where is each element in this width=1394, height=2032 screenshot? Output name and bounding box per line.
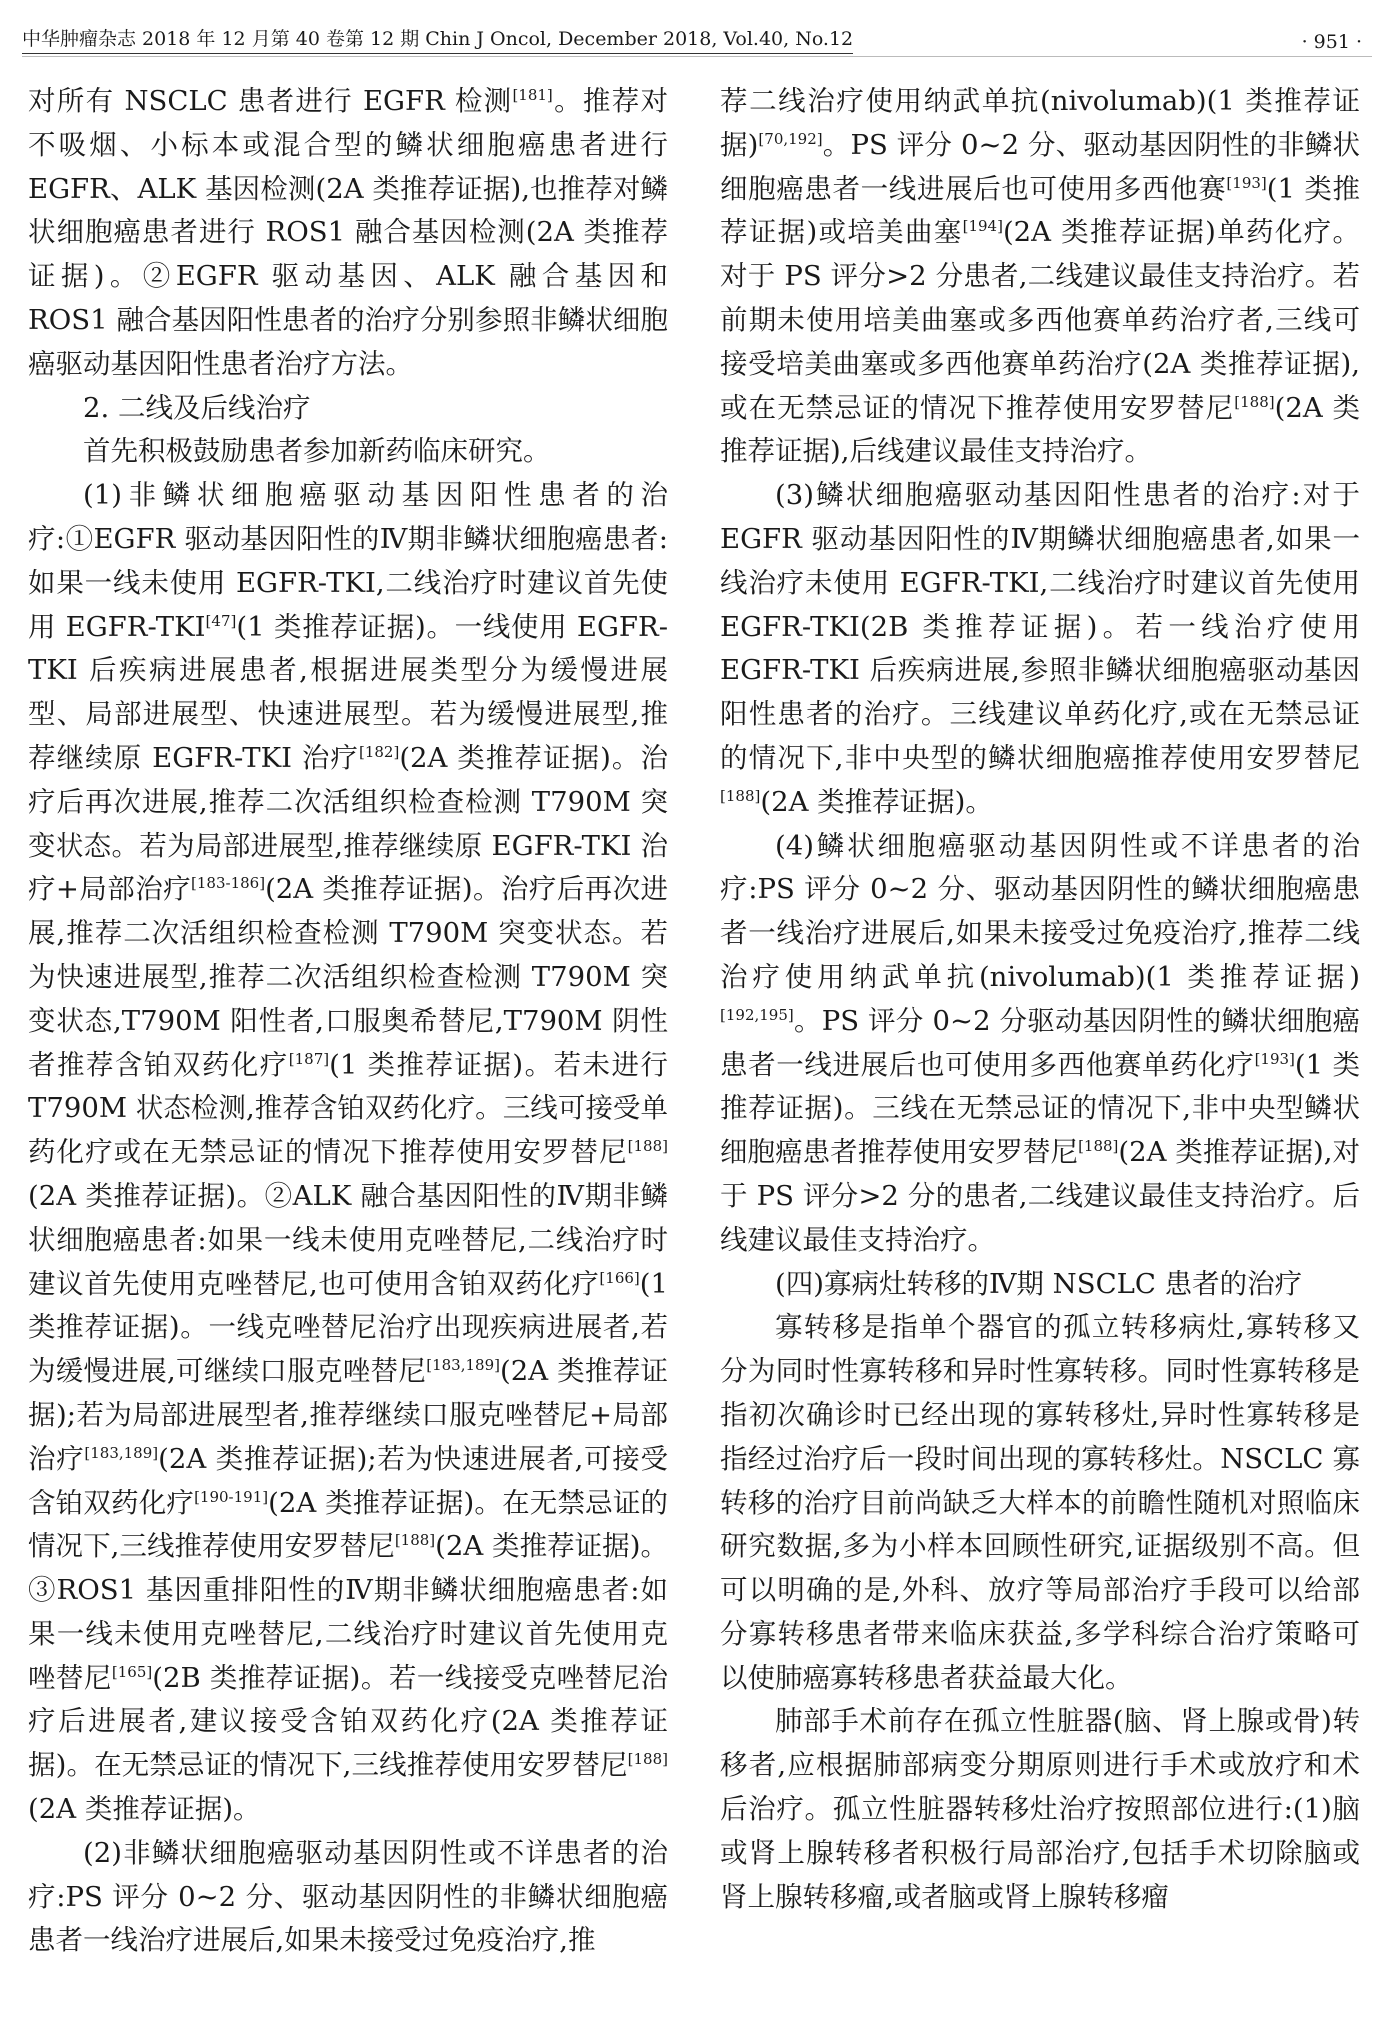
paragraph-text: (2A 类推荐证据)。③ROS1 基因重排阳性的Ⅳ期非鳞状细胞癌患者:如果一线未使用克唑替尼,二线治疗时建议首先使用克唑替尼 xyxy=(28,1530,668,1694)
citation-reference: [70,192] xyxy=(758,129,823,148)
paragraph-text: (4)鳞状细胞癌驱动基因阴性或不详患者的治疗:PS 评分 0~2 分、驱动基因阴性的鳞状细胞癌患者一线治疗进展后,如果未接受过免疫治疗,推荐二线治疗使用纳武单抗(nivolumab)(1 类推荐证据) xyxy=(720,829,1360,993)
paragraph-text: (1 类推荐证据)或培美曲塞 xyxy=(720,172,1361,249)
body-paragraph xyxy=(28,474,668,1832)
running-header xyxy=(22,24,1372,54)
paragraph-text: (2A 类推荐证据);若为快速进展者,可接受含铂双药化疗 xyxy=(28,1442,668,1519)
body-paragraph xyxy=(28,387,668,431)
left-column xyxy=(28,80,668,1963)
citation-reference: [183,189] xyxy=(84,1443,159,1462)
paragraph-text: (3)鳞状细胞癌驱动基因阳性患者的治疗:对于 EGFR 驱动基因阳性的Ⅳ期鳞状细胞癌患者,如果一线治疗未使用 EGFR-TKI,二线治疗时建议首先使用 EGFR-TKI(2B 类推荐证据)。若一线治疗使用 EGFR-TKI 后疾病进展,参照非鳞状细胞癌驱动基因阳性患者的治疗。三线建议单药化疗,或在无禁忌证的情况下,非中央型的鳞状细胞癌推荐使用安罗替尼 xyxy=(720,479,1360,774)
body-paragraph xyxy=(720,474,1360,824)
citation-reference: [187] xyxy=(288,1049,330,1068)
citation-reference: [188] xyxy=(394,1531,436,1550)
paragraph-text: (2B 类推荐证据)。若一线接受克唑替尼治疗后进展者,建议接受含铂双药化疗(2A 类推荐证据)。在无禁忌证的情况下,三线推荐使用安罗替尼 xyxy=(28,1661,668,1782)
citation-reference: [188] xyxy=(1234,392,1275,411)
body-paragraph xyxy=(28,1832,668,1963)
paragraph-text: 2. 二线及后线治疗 xyxy=(83,391,311,424)
body-paragraph xyxy=(28,430,668,474)
body-paragraph xyxy=(720,825,1360,1263)
paragraph-text: 荐二线治疗使用纳武单抗(nivolumab)(1 类推荐证据) xyxy=(720,85,1360,161)
paragraph-text: (1 类推荐证据)。一线使用 EGFR-TKI 后疾病进展患者,根据进展类型分为缓慢进展型、局部进展型、快速进展型。若为缓慢进展型,推荐继续原 EGFR-TKI 治疗 xyxy=(28,610,669,774)
paragraph-text: 。推荐对不吸烟、小标本或混合型的鳞状细胞癌患者进行 EGFR、ALK 基因检测(2A 类推荐证据),也推荐对鳞状细胞癌患者进行 ROS1 融合基因检测(2A 类推荐证据)。②EGFR 驱动基因、ALK 融合基因和 ROS1 融合基因阳性患者的治疗分别参照非鳞状细胞癌驱动基因阳性患者治疗方法。 xyxy=(28,85,668,380)
page-number: · 951 · xyxy=(1301,31,1362,53)
paragraph-text: (1)非鳞状细胞癌驱动基因阳性患者的治疗:①EGFR 驱动基因阳性的Ⅳ期非鳞状细胞癌患者:如果一线未使用 EGFR-TKI,二线治疗时建议首先使用 EGFR-TKI xyxy=(28,479,668,643)
paragraph-text: (四)寡病灶转移的Ⅳ期 NSCLC 患者的治疗 xyxy=(775,1267,1303,1300)
paragraph-text: (2A 类推荐证据)。治疗后再次进展,推荐二次活组织检查检测 T790M 突变状态。若为快速进展型,推荐二次活组织检查检测 T790M 突变状态,T790M 阳性者,口服奥希替尼,T790M 阴性者推荐含铂双药化疗 xyxy=(28,873,668,1081)
citation-reference: [188] xyxy=(1078,1136,1119,1155)
citation-reference: [181] xyxy=(512,85,553,104)
right-column xyxy=(720,80,1360,1919)
body-paragraph xyxy=(720,1700,1360,1919)
paragraph-text: (2A 类推荐证据)。 xyxy=(760,785,993,818)
citation-reference: [194] xyxy=(962,217,1003,236)
paragraph-text: 肺部手术前存在孤立性脏器(脑、肾上腺或骨)转移者,应根据肺部病变分期原则进行手术或放疗和术后治疗。孤立性脏器转移灶治疗按照部位进行:(1)脑或肾上腺转移者积极行局部治疗,包括手术切除脑或肾上腺转移瘤,或者脑或肾上腺转移瘤 xyxy=(720,1705,1360,1913)
citation-reference: [183,189] xyxy=(426,1355,500,1374)
paragraph-text: (1 类推荐证据)。若未进行 T790M 状态检测,推荐含铂双药化疗。三线可接受单药化疗或在无禁忌证的情况下推荐使用安罗替尼 xyxy=(28,1048,669,1169)
paragraph-text: (2A 类推荐证据)。治疗后再次进展,推荐二次活组织检查检测 T790M 突变状态。若为局部进展型,推荐继续原 EGFR-TKI 治疗+局部治疗 xyxy=(28,741,668,906)
header-rule xyxy=(22,56,1372,57)
citation-reference: [182] xyxy=(358,742,400,761)
citation-reference: [188] xyxy=(627,1136,668,1155)
paragraph-text: (2A 类推荐证据)单药化疗。对于 PS 评分>2 分患者,二线建议最佳支持治疗。若前期未使用培美曲塞或多西他赛单药治疗者,三线可接受培美曲塞或多西他赛单药治疗(2A 类推荐证据),或在无禁忌证的情况下推荐使用安罗替尼 xyxy=(720,216,1360,424)
paragraph-text: (2A 类推荐证据),对于 PS 评分>2 分的患者,二线建议最佳支持治疗。后线建议最佳支持治疗。 xyxy=(720,1136,1361,1256)
body-paragraph xyxy=(720,1306,1360,1700)
citation-reference: [183-186] xyxy=(191,874,266,893)
paragraph-text: (2A 类推荐证据);若为局部进展型者,推荐继续口服克唑替尼+局部治疗 xyxy=(28,1355,668,1475)
paragraph-text: (1 类推荐证据)。一线克唑替尼治疗出现疾病进展者,若为缓慢进展,可继续口服克唑替尼 xyxy=(28,1267,668,1388)
citation-reference: [193] xyxy=(1254,1049,1295,1068)
citation-reference: [190-191] xyxy=(194,1487,269,1506)
paragraph-text: 。PS 评分 0~2 分、驱动基因阴性的非鳞状细胞癌患者一线进展后也可使用多西他赛 xyxy=(720,128,1360,205)
paragraph-text: (1 类推荐证据)。三线在无禁忌证的情况下,非中央型鳞状细胞癌患者推荐使用安罗替尼 xyxy=(720,1048,1361,1169)
paragraph-text: 寡转移是指单个器官的孤立转移病灶,寡转移又分为同时性寡转移和异时性寡转移。同时性寡转移是指初次确诊时已经出现的寡转移灶,异时性寡转移是指经过治疗后一段时间出现的寡转移灶。NSCLC 寡转移的治疗目前尚缺乏大样本的前瞻性随机对照临床研究数据,多为小样本回顾性研究,证据级别不高。但可以明确的是,外科、放疗等局部治疗手段可以给部分寡转移患者带来临床获益,多学科综合治疗策略可以使肺癌寡转移患者获益最大化。 xyxy=(720,1311,1360,1694)
citation-reference: [47] xyxy=(205,611,237,630)
paragraph-text: (2)非鳞状细胞癌驱动基因阴性或不详患者的治疗:PS 评分 0~2 分、驱动基因阴性的非鳞状细胞癌患者一线治疗进展后,如果未接受过免疫治疗,推 xyxy=(28,1836,668,1957)
body-paragraph xyxy=(720,80,1360,474)
citation-reference: [165] xyxy=(111,1662,153,1681)
citation-reference: [188] xyxy=(720,786,761,805)
body-paragraph xyxy=(28,80,668,387)
paragraph-text: 。PS 评分 0~2 分驱动基因阴性的鳞状细胞癌患者一线进展后也可使用多西他赛单药化疗 xyxy=(720,1004,1360,1081)
citation-reference: [166] xyxy=(599,1268,640,1287)
citation-reference: [193] xyxy=(1226,173,1267,192)
paragraph-text: (2A 类推荐证据)。②ALK 融合基因阳性的Ⅳ期非鳞状细胞癌患者:如果一线未使用克唑替尼,二线治疗时建议首先使用克唑替尼,也可使用含铂双药化疗 xyxy=(28,1179,668,1300)
paragraph-text: 首先积极鼓励患者参加新药临床研究。 xyxy=(83,435,551,468)
paragraph-text: 对所有 NSCLC 患者进行 EGFR 检测 xyxy=(28,85,513,117)
body-paragraph xyxy=(720,1263,1360,1307)
citation-reference: [192,195] xyxy=(720,1005,794,1024)
citation-reference: [188] xyxy=(627,1750,668,1769)
paragraph-text: (2A 类推荐证据)。 xyxy=(28,1793,261,1826)
paragraph-text: (2A 类推荐证据),后线建议最佳支持治疗。 xyxy=(720,391,1361,468)
paragraph-text: (2A 类推荐证据)。在无禁忌证的情况下,三线推荐使用安罗替尼 xyxy=(28,1486,668,1563)
journal-running-head: 中华肿瘤杂志 2018 年 12 月第 40 卷第 12 期 Chin J Oncol, December 2018, Vol.40, No.12 xyxy=(22,27,853,54)
